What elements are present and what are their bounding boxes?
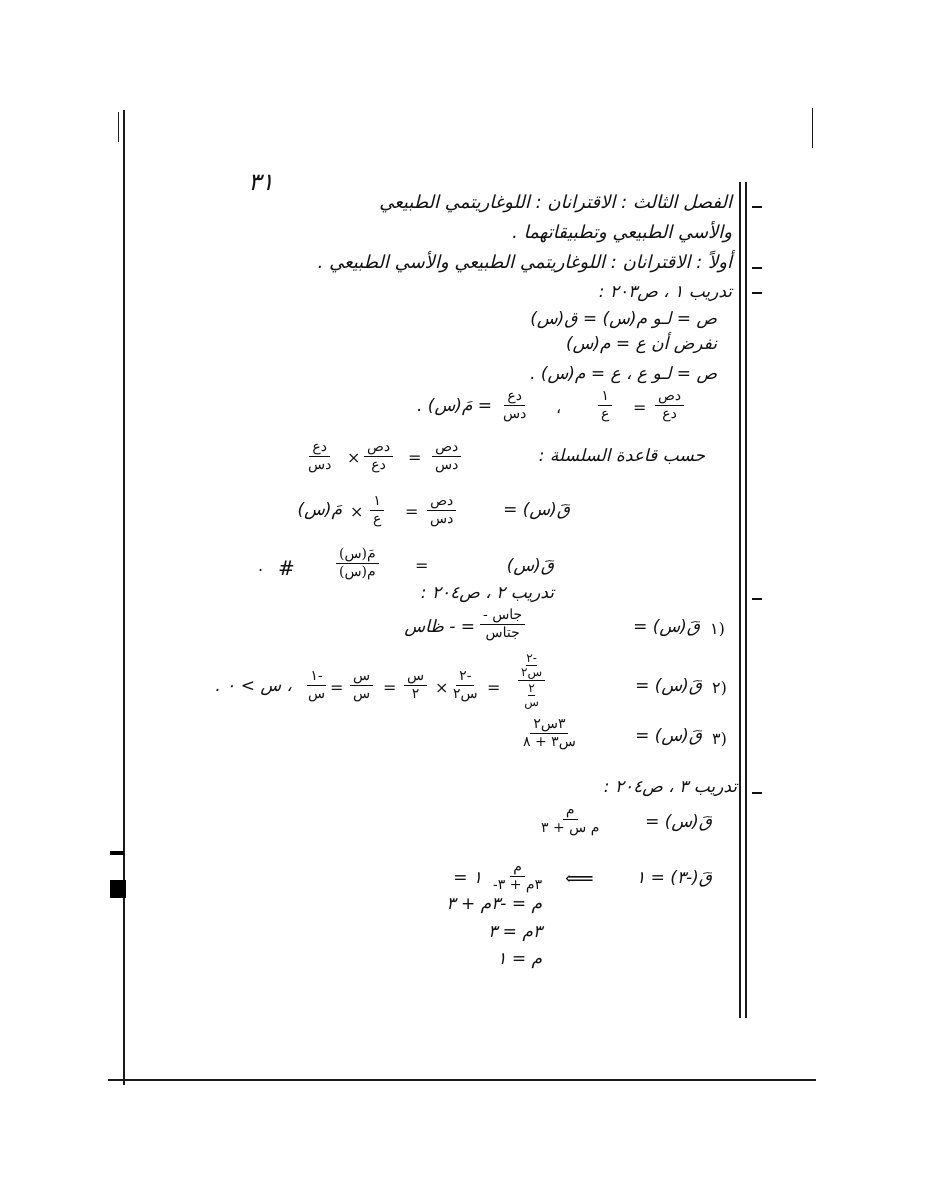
bottom-margin-line [108, 1079, 816, 1081]
ex3-eq-1-fraction: م م س + ٣ [541, 802, 600, 836]
chapter-subtitle: والأسي الطبيعي وتطبيقاتهما . [512, 222, 732, 243]
part-2-tail: ، س > ٠ . [215, 676, 292, 696]
chain-dsdx: دص دس [432, 440, 461, 473]
ex3-eq-4: ٣م = ٣ [488, 922, 542, 942]
equals-sign: = [383, 678, 397, 697]
ex1-line-4-tail: = مَ(س) . [417, 396, 492, 416]
ex3-eq-1-lhs: قَ(س) = [645, 812, 712, 832]
part-2-frac-b: س ٢ [404, 669, 427, 702]
part-2-frac-a: ٢- س٢ [453, 668, 478, 702]
implies-arrow: ⟸ [565, 866, 594, 890]
section-title: أولاً : الاقترانان : اللوغاريتمي الطبيعي والأسي الطبيعي . [317, 252, 732, 273]
result-1-one-over-u: ١ ع [370, 494, 384, 527]
times-sign: × [350, 502, 364, 521]
equals-sign: = [487, 678, 501, 697]
right-border-line-2 [745, 182, 747, 1018]
times-sign: × [435, 678, 449, 697]
ex1-line-3: ص = لـو ع ، ع = م(س) . [530, 364, 717, 384]
part-2-label: ٢) [712, 678, 727, 697]
part-1-lhs: قَ(س) = [633, 617, 700, 637]
part-2-frac-d: ١- س [308, 668, 326, 702]
part-1-label: ١) [710, 619, 725, 638]
chain-dsdu: دص دع [364, 440, 393, 473]
part-2-frac-c: س س [350, 669, 373, 702]
fraction-dudx: دع دس [503, 388, 527, 422]
part-3-fraction: ٣س٢ س٣ + ٨ [523, 716, 576, 750]
fraction-1-over-u: ١ ع [598, 389, 612, 422]
exercise-1-title: تدريب ١ ، ص٢٠٣ : [598, 282, 732, 302]
ex3-eq-2-fraction: م -٣م + ٣ [493, 859, 543, 893]
left-margin-line [123, 110, 125, 1085]
binding-mark-small [110, 851, 124, 855]
times-sign: × [347, 448, 361, 467]
ex1-line-2: نفرض أن ع = م(س) [565, 334, 717, 354]
chain-dudx: دع دس [308, 439, 332, 473]
part-2-compound-fraction: ٢- س٢ ٢ س [518, 652, 545, 709]
ex3-eq-3: م = -٣م + ٣ [446, 894, 542, 914]
chain-rule-label: حسب قاعدة السلسلة : [538, 446, 705, 466]
margin-dash [752, 267, 762, 269]
ex3-eq-5: م = ١ [497, 949, 542, 969]
equals-sign: = [633, 398, 647, 417]
part-1-fraction: - جاس جتاس [480, 608, 525, 641]
left-edge-mark [118, 112, 119, 142]
chapter-title: الفصل الثالث : الاقترانان : اللوغاريتمي الطبيعي [379, 192, 732, 213]
equals-sign: = [405, 502, 419, 521]
ex1-line-1: ص = لـو م(س) = ق(س) [530, 309, 717, 329]
period: . [258, 556, 264, 575]
hash-mark: # [278, 556, 295, 580]
part-3-lhs: قَ(س) = [635, 726, 702, 746]
right-edge-line [812, 108, 813, 148]
margin-dash [752, 598, 762, 600]
comma: ، [556, 398, 562, 417]
equals-sign: = [415, 556, 429, 575]
ex3-eq-2-rhs: = ١ [453, 868, 482, 888]
result-2-fraction: مَ(س) م(س) [336, 547, 379, 580]
part-1-rhs: = - ظاس [404, 617, 475, 637]
margin-dash [752, 792, 762, 794]
margin-dash [752, 206, 762, 208]
margin-dash [752, 292, 762, 294]
result-1-dsdx: دص دس [427, 494, 456, 527]
page-number: ٣١ [248, 168, 274, 196]
exercise-2-title: تدريب ٢ ، ص٢٠٤ : [420, 583, 554, 603]
equals-sign: = [408, 448, 422, 467]
result-1-tail: مَ(س) [297, 500, 342, 520]
right-border-line-1 [739, 182, 741, 1018]
ex3-eq-2-lhs: قَ(-٣) = ١ [636, 868, 712, 888]
part-3-label: ٣) [712, 729, 727, 748]
equals-sign: = [330, 678, 344, 697]
exercise-3-title: تدريب ٣ ، ص٢٠٤ : [603, 777, 737, 797]
result-2-lhs: قَ(س) [506, 556, 554, 576]
result-1-lhs: قَ(س) = [503, 500, 570, 520]
part-2-lhs: قَ(س) = [635, 676, 702, 696]
binding-mark-block [110, 880, 126, 898]
fraction-dsdu: دص دع [655, 389, 684, 422]
